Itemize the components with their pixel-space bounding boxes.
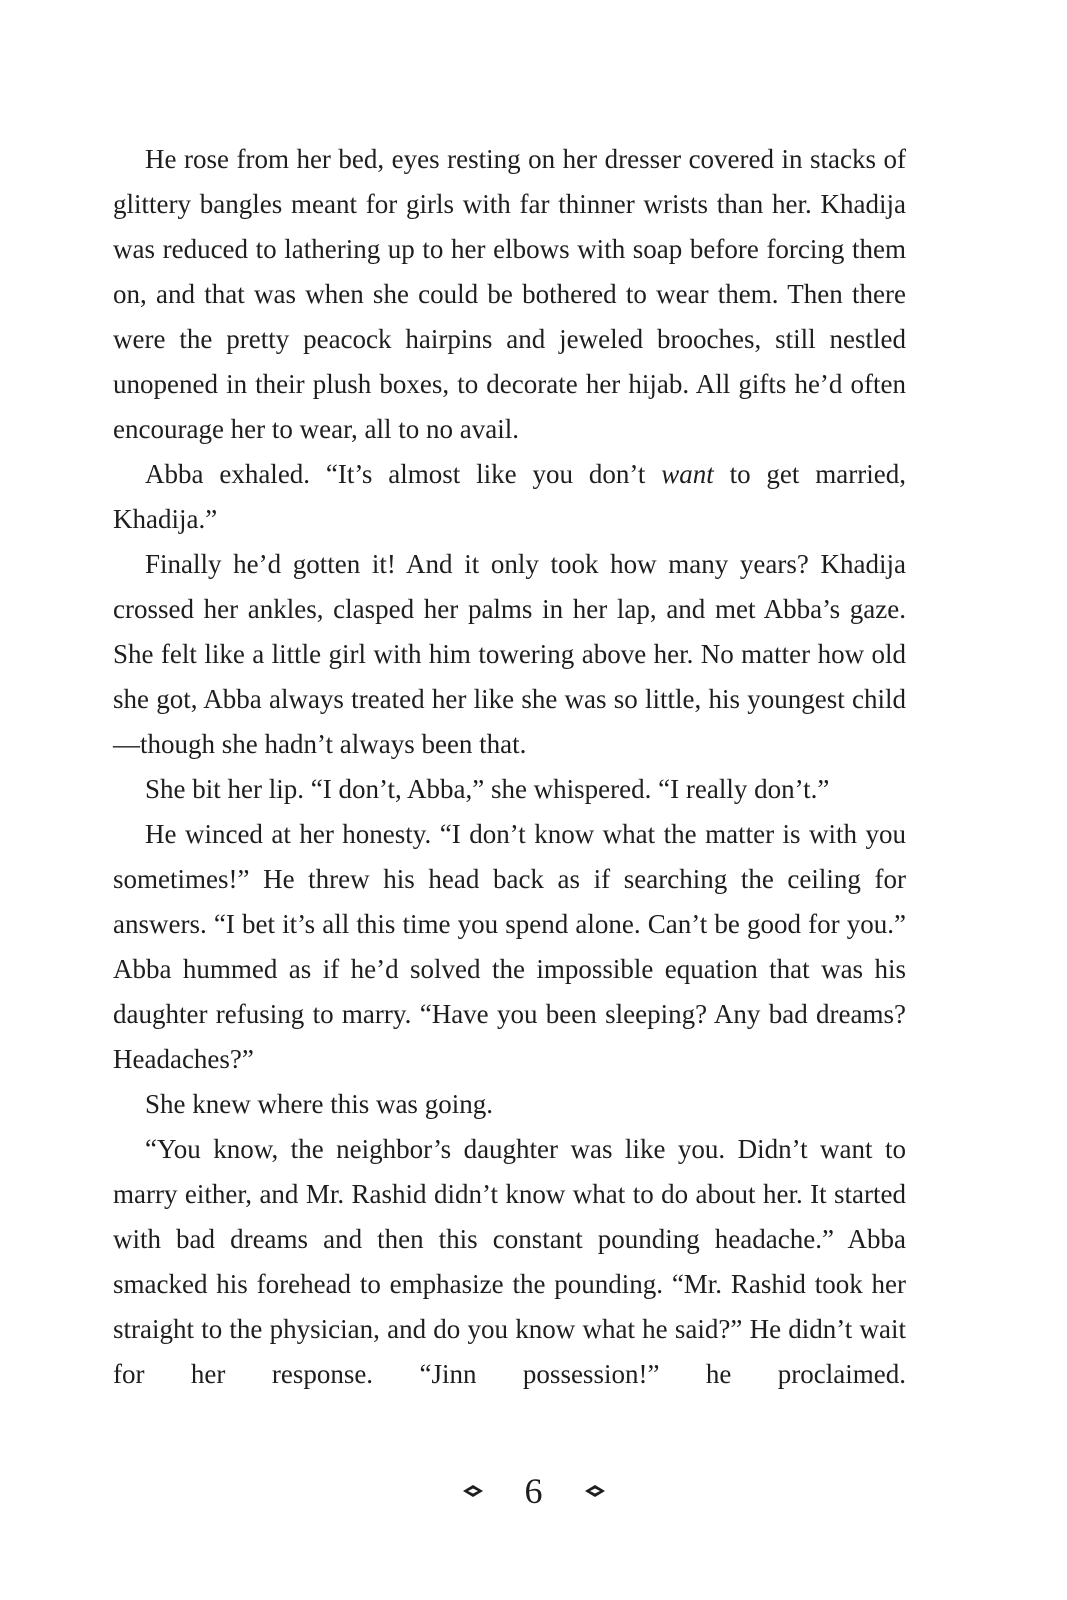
body-text: [113, 137, 906, 1397]
paragraph-2: [113, 452, 906, 542]
paragraph-text: She bit her lip. “I don’t, Abba,” she whispered. “I really don’t.”: [145, 774, 830, 804]
page-number: 6: [524, 1471, 543, 1511]
paragraph-text: He winced at her honesty. “I don’t know what the matter is with you sometimes!” He threw his head back as if searching the ceiling for answers. “I bet it’s all this time you spend alone. Can’t be good for you.” Abba hummed as if he’d solved the impossible equation that was his daughter refusing to marry. “Have you been sleeping? Any bad dreams? Headaches?”: [113, 819, 906, 1074]
paragraph-6: [113, 1082, 906, 1127]
paragraph-5: [113, 812, 906, 1082]
paragraph-4: [113, 767, 906, 812]
diamond-ornament-icon: [463, 1485, 483, 1497]
paragraph-text: Finally he’d gotten it! And it only took how many years? Khadija crossed her ankles, clasped her palms in her lap, and met Abba’s gaze. She felt like a little girl with him towering above her. No matter how old she got, Abba always treated her like she was so little, his youngest child—though she hadn’t always been that.: [113, 549, 906, 759]
page-footer: [0, 1466, 1067, 1516]
paragraph-7: [113, 1127, 906, 1397]
diamond-ornament-icon: [585, 1485, 605, 1497]
paragraph-text: to get married, Khadija.”: [113, 459, 906, 534]
paragraph-text: “You know, the neighbor’s daughter was like you. Didn’t want to marry either, and Mr. Rashid didn’t know what to do about her. It started with bad dreams and then this constant pounding headache.” Abba smacked his forehead to emphasize the pounding. “Mr. Rashid took her straight to the physician, and do you know what he said?” He didn’t wait for her response. “Jinn possession!” he proclaimed.: [113, 1134, 906, 1389]
paragraph-1: [113, 137, 906, 452]
emphasized-word: want: [661, 459, 714, 489]
paragraph-3: [113, 542, 906, 767]
paragraph-text: Abba exhaled. “It’s almost like you don’t: [145, 459, 662, 489]
paragraph-text: He rose from her bed, eyes resting on her dresser covered in stacks of glittery bangles meant for girls with far thinner wrists than her. Khadija was reduced to lathering up to her elbows with soap before forcing them on, and that was when she could be bothered to wear them. Then there were the pretty peacock hairpins and jeweled brooches, still nestled unopened in their plush boxes, to decorate her hijab. All gifts he’d often encourage her to wear, all to no avail.: [113, 144, 906, 444]
paragraph-text: She knew where this was going.: [145, 1089, 493, 1119]
